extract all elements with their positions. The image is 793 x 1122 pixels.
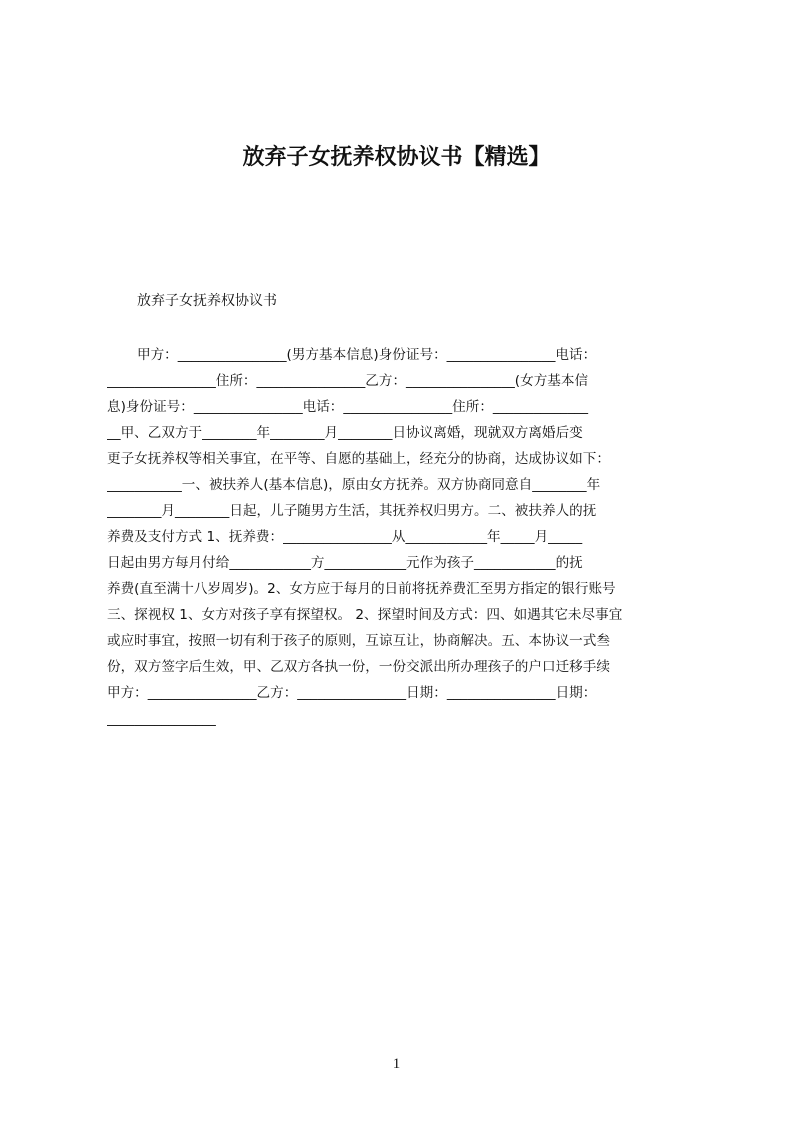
agreement-line: ________________住所：________________乙方：________________(女方基本信 <box>107 373 589 389</box>
agreement-line: 养费及支付方式 1、抚养费：________________从____________年_____月_____ <box>107 529 583 545</box>
agreement-line: ________________ <box>107 711 216 727</box>
document-title: 放弃子女抚养权协议书【精选】 <box>242 145 551 170</box>
agreement-line: 息)身份证号：________________电话：________________住所：______________ <box>107 399 589 415</box>
agreement-line: __甲、乙双方于________年________月________日协议离婚，现就双方离婚后变 <box>107 425 583 441</box>
agreement-line: 更子女抚养权等相关事宜，在平等、自愿的基础上，经充分的协商，达成协议如下： <box>107 451 610 467</box>
agreement-line: ________月________日起，儿子随男方生活，其抚养权归男方。二、被扶养人的抚 <box>107 503 597 519</box>
agreement-line: 养费(直至满十八岁周岁)。2、女方应于每月的日前将抚养费汇至男方指定的银行账号 <box>107 581 616 597</box>
agreement-line: 或应时事宜，按照一切有利于孩子的原则，互谅互让，协商解决。五、本协议一式叁 <box>107 633 610 649</box>
document-subtitle: 放弃子女抚养权协议书 <box>137 293 277 309</box>
agreement-line: 日起由男方每月付给____________方____________元作为孩子____________的抚 <box>107 555 583 571</box>
agreement-line: 甲方：________________(男方基本信息)身份证号：________________电话： <box>137 347 597 363</box>
agreement-line: 甲方：________________乙方：________________日期：________________日期： <box>107 685 597 701</box>
agreement-line: 三、探视权 1、女方对孩子享有探望权。 2、探望时间及方式：四、如遇其它未尽事宜 <box>107 607 623 623</box>
agreement-line: 份，双方签字后生效，甲、乙双方各执一份，一份交派出所办理孩子的户口迁移手续 <box>107 659 610 675</box>
agreement-body <box>107 342 697 732</box>
agreement-line: ___________一、被扶养人(基本信息)，原由女方抚养。双方协商同意自________年 <box>107 477 601 493</box>
page-number: 1 <box>392 1056 401 1072</box>
